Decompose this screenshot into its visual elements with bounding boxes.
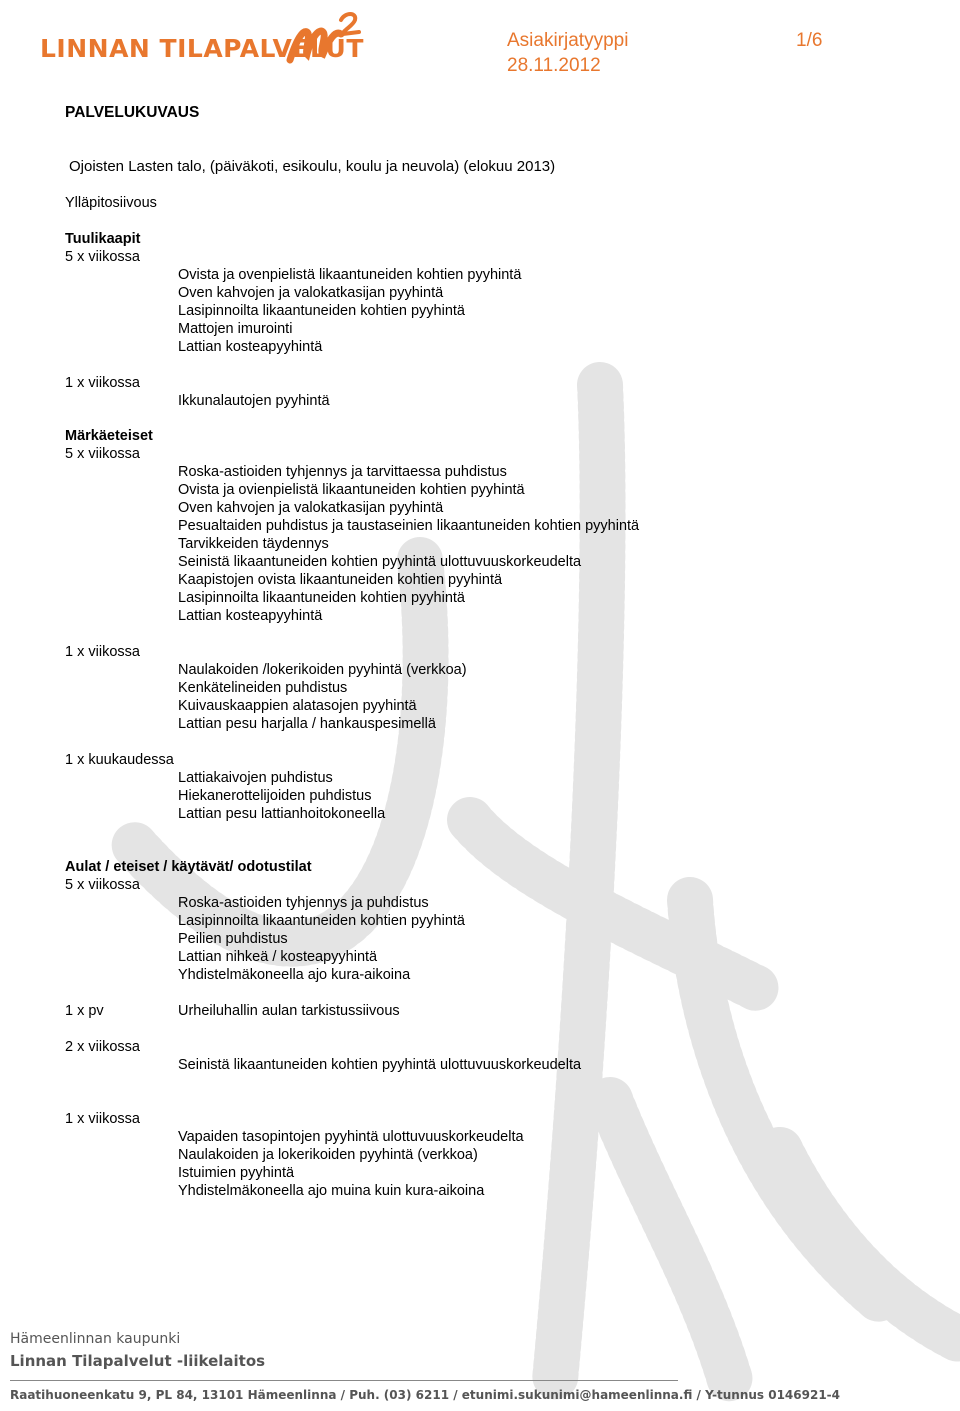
frequency-label: 2 x viikossa	[65, 1039, 140, 1055]
footer-address: Raatihuoneenkatu 9, PL 84, 13101 Hämeenlinna / Puh. (03) 6211 / etunimi.sukunimi@hameenlinna.fi / Y-tunnus 0146921-4	[10, 1388, 841, 1402]
task-item: Hiekanerottelijoiden puhdistus	[178, 788, 372, 804]
task-item: Roska-astioiden tyhjennys ja puhdistus	[178, 895, 429, 911]
task-item: Pesualtaiden puhdistus ja taustaseinien likaantuneiden kohtien pyyhintä	[178, 518, 640, 534]
task-item: Kenkätelineiden puhdistus	[178, 680, 348, 696]
task-item: Lasipinnoilta likaantuneiden kohtien pyyhintä	[178, 303, 465, 319]
logo-wordmark-text: LINNAN TILAPALVELUT	[40, 34, 364, 63]
task-item: Ikkunalautojen pyyhintä	[178, 393, 330, 409]
task-item: Roska-astioiden tyhjennys ja tarvittaessa puhdistus	[178, 464, 507, 480]
task-item: Lattiakaivojen puhdistus	[178, 770, 333, 786]
footer-divider	[10, 1380, 678, 1381]
frequency-label: 5 x viikossa	[65, 877, 140, 893]
document-title: PALVELUKUVAUS	[65, 104, 200, 121]
task-item: Seinistä likaantuneiden kohtien pyyhintä ulottuvuuskorkeudelta	[178, 554, 582, 570]
footer-organization: Linnan Tilapalvelut -liikelaitos	[10, 1352, 266, 1370]
footer-city: Hämeenlinnan kaupunki	[10, 1331, 181, 1347]
frequency-label: 1 x viikossa	[65, 1111, 140, 1127]
task-item: Oven kahvojen ja valokatkasijan pyyhintä	[178, 500, 444, 516]
document-type: Asiakirjatyyppi	[507, 30, 629, 51]
task-item: Lattian pesu harjalla / hankauspesimellä	[178, 716, 436, 732]
frequency-label: 1 x kuukaudessa	[65, 752, 174, 768]
section-heading: Märkäeteiset	[65, 428, 153, 444]
task-item: Lattian kosteapyyhintä	[178, 339, 323, 355]
task-item: Lattian nihkeä / kosteapyyhintä	[178, 949, 378, 965]
task-item: Kuivauskaappien alatasojen pyyhintä	[178, 698, 417, 714]
task-item: Yhdistelmäkoneella ajo muina kuin kura-aikoina	[178, 1183, 485, 1199]
task-item: Lattian pesu lattianhoitokoneella	[178, 806, 386, 822]
section-heading: Tuulikaapit	[65, 231, 141, 247]
task-item: Vapaiden tasopintojen pyyhintä ulottuvuuskorkeudelta	[178, 1129, 524, 1145]
task-item: Istuimien pyyhintä	[178, 1165, 295, 1181]
task-item: Naulakoiden ja lokerikoiden pyyhintä (verkkoa)	[178, 1147, 478, 1163]
task-item: Urheiluhallin aulan tarkistussiivous	[178, 1003, 400, 1019]
frequency-label: 1 x viikossa	[65, 644, 140, 660]
task-item: Lattian kosteapyyhintä	[178, 608, 323, 624]
task-item: Tarvikkeiden täydennys	[178, 536, 329, 552]
task-item: Lasipinnoilta likaantuneiden kohtien pyyhintä	[178, 913, 465, 929]
task-item: Ovista ja ovienpielistä likaantuneiden kohtien pyyhintä	[178, 482, 525, 498]
page-number: 1/6	[796, 30, 823, 51]
task-item: Lasipinnoilta likaantuneiden kohtien pyyhintä	[178, 590, 465, 606]
task-item: Mattojen imurointi	[178, 321, 293, 337]
task-item: Peilien puhdistus	[178, 931, 288, 947]
task-item: Yhdistelmäkoneella ajo kura-aikoina	[178, 967, 411, 983]
frequency-label: 5 x viikossa	[65, 446, 140, 462]
frequency-label: 5 x viikossa	[65, 249, 140, 265]
intro-label: Ylläpitosiivous	[65, 195, 157, 211]
task-item: Kaapistojen ovista likaantuneiden kohtien pyyhintä	[178, 572, 503, 588]
document-date: 28.11.2012	[507, 55, 601, 76]
frequency-label: 1 x pv	[65, 1003, 104, 1019]
task-item: Seinistä likaantuneiden kohtien pyyhintä ulottuvuuskorkeudelta	[178, 1057, 582, 1073]
task-item: Naulakoiden /lokerikoiden pyyhintä (verkkoa)	[178, 662, 467, 678]
logo-m2-icon	[285, 8, 365, 68]
section-heading: Aulat / eteiset / käytävät/ odotustilat	[65, 859, 312, 875]
document-subtitle: Ojoisten Lasten talo, (päiväkoti, esikoulu, koulu ja neuvola) (elokuu 2013)	[69, 158, 556, 175]
task-item: Oven kahvojen ja valokatkasijan pyyhintä	[178, 285, 444, 301]
task-item: Ovista ja ovenpielistä likaantuneiden kohtien pyyhintä	[178, 267, 522, 283]
frequency-label: 1 x viikossa	[65, 375, 140, 391]
